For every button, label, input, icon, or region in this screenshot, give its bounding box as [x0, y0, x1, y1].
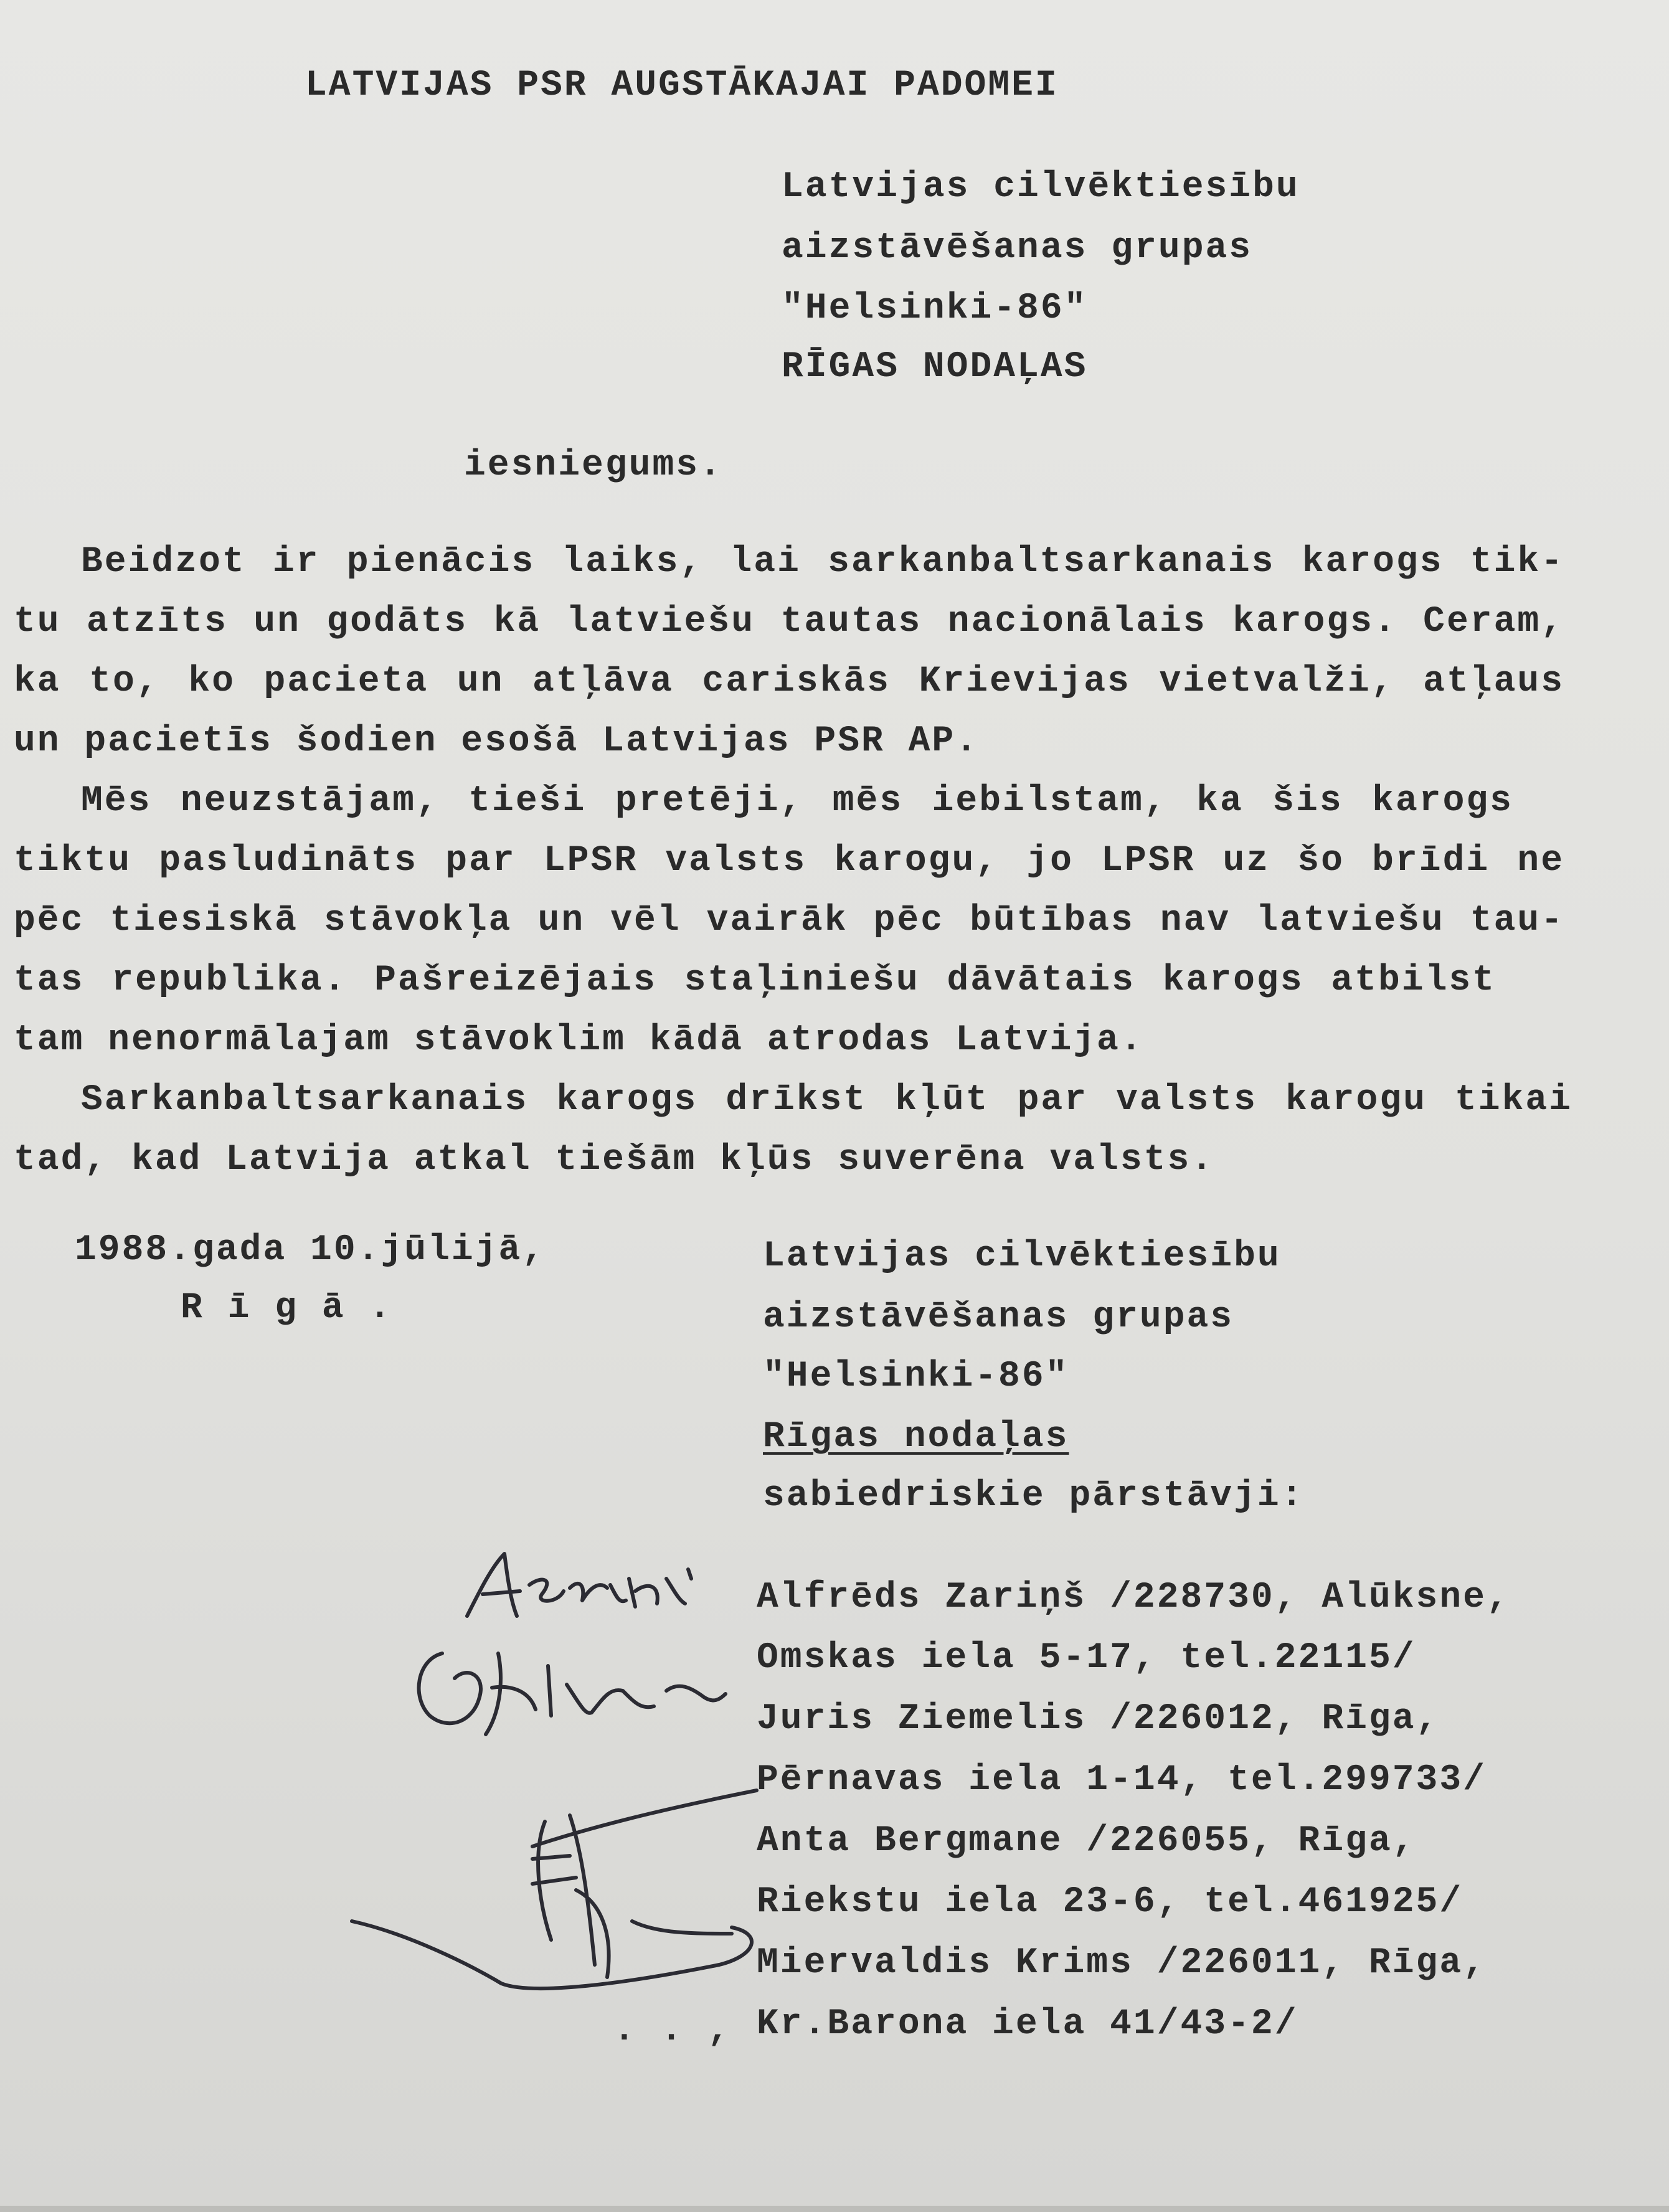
- signatory-line: Riekstu iela 23-6, tel.461925/: [757, 1882, 1463, 1922]
- sender-line-2: aizstāvēšanas grupas: [782, 228, 1253, 268]
- body-line: tam nenormālajam stāvoklim kādā atrodas Latvija.: [14, 1020, 1144, 1061]
- signatory-line: Kr.Barona iela 41/43-2/: [757, 2004, 1298, 2044]
- signature-role: sabiedriskie pārstāvji:: [763, 1476, 1305, 1516]
- date: 1988.gada 10.jūlijā,: [75, 1230, 546, 1270]
- ellipsis-mark: . . ,: [613, 2010, 732, 2051]
- signatory-line: Omskas iela 5-17, tel.22115/: [757, 1638, 1416, 1678]
- signature-ziemelis: [405, 1628, 729, 1747]
- body-line: Mēs neuzstājam, tieši pretēji, mēs iebilstam, ka šis karogs: [81, 781, 1513, 821]
- addressee: LATVIJAS PSR AUGSTĀKAJAI PADOMEI: [305, 65, 1059, 106]
- body-line: tas republika. Pašreizējais staļiniešu dāvātais karogs atbilst: [14, 960, 1496, 1001]
- body-line: un pacietīs šodien esošā Latvijas PSR AP.: [14, 721, 980, 762]
- body-line: Sarkanbaltsarkanais karogs drīkst kļūt par valsts karogu tikai: [81, 1080, 1572, 1120]
- signatory-line: Miervaldis Krims /226011, Rīga,: [757, 1943, 1487, 1983]
- signature-branch: Rīgas nodaļas: [763, 1417, 1069, 1457]
- signatory-line: Alfrēds Zariņš /228730, Alūksne,: [757, 1577, 1510, 1618]
- body-line: Beidzot ir pienācis laiks, lai sarkanbaltsarkanais karogs tik-: [81, 542, 1564, 582]
- sender-line-4: RĪGAS NODAĻAS: [782, 347, 1088, 387]
- signature-zarins: [448, 1541, 741, 1628]
- signatory-line: Juris Ziemelis /226012, Rīga,: [757, 1699, 1440, 1739]
- sender-line-1: Latvijas cilvēktiesību: [782, 167, 1300, 207]
- body-line: tu atzīts un godāts kā latviešu tautas nacionālais karogs. Ceram,: [14, 602, 1564, 642]
- sender-line-3: "Helsinki-86": [782, 288, 1088, 329]
- body-line: tiktu pasludināts par LPSR valsts karogu, jo LPSR uz šo brīdi ne: [14, 841, 1564, 881]
- place: R ī g ā .: [181, 1288, 393, 1328]
- document-type: iesniegums.: [464, 445, 723, 486]
- body-line: ka to, ko pacieta un atļāva cariskās Krievijas vietvalži, atļaus: [14, 661, 1564, 702]
- body-line: tad, kad Latvija atkal tiešām kļūs suverēna valsts.: [14, 1140, 1215, 1180]
- signature-org-line-2: aizstāvēšanas grupas: [763, 1297, 1234, 1338]
- body-line: pēc tiesiskā stāvokļa un vēl vairāk pēc būtības nav latviešu tau-: [14, 900, 1564, 941]
- page-edge: [0, 2206, 1669, 2212]
- signatory-line: Anta Bergmane /226055, Rīga,: [757, 1821, 1416, 1861]
- signature-org-line-1: Latvijas cilvēktiesību: [763, 1236, 1281, 1277]
- signature-org-line-3: "Helsinki-86": [763, 1356, 1069, 1397]
- signature-bergmane-krims: [346, 1778, 769, 2015]
- signatory-line: Pērnavas iela 1-14, tel.299733/: [757, 1760, 1487, 1800]
